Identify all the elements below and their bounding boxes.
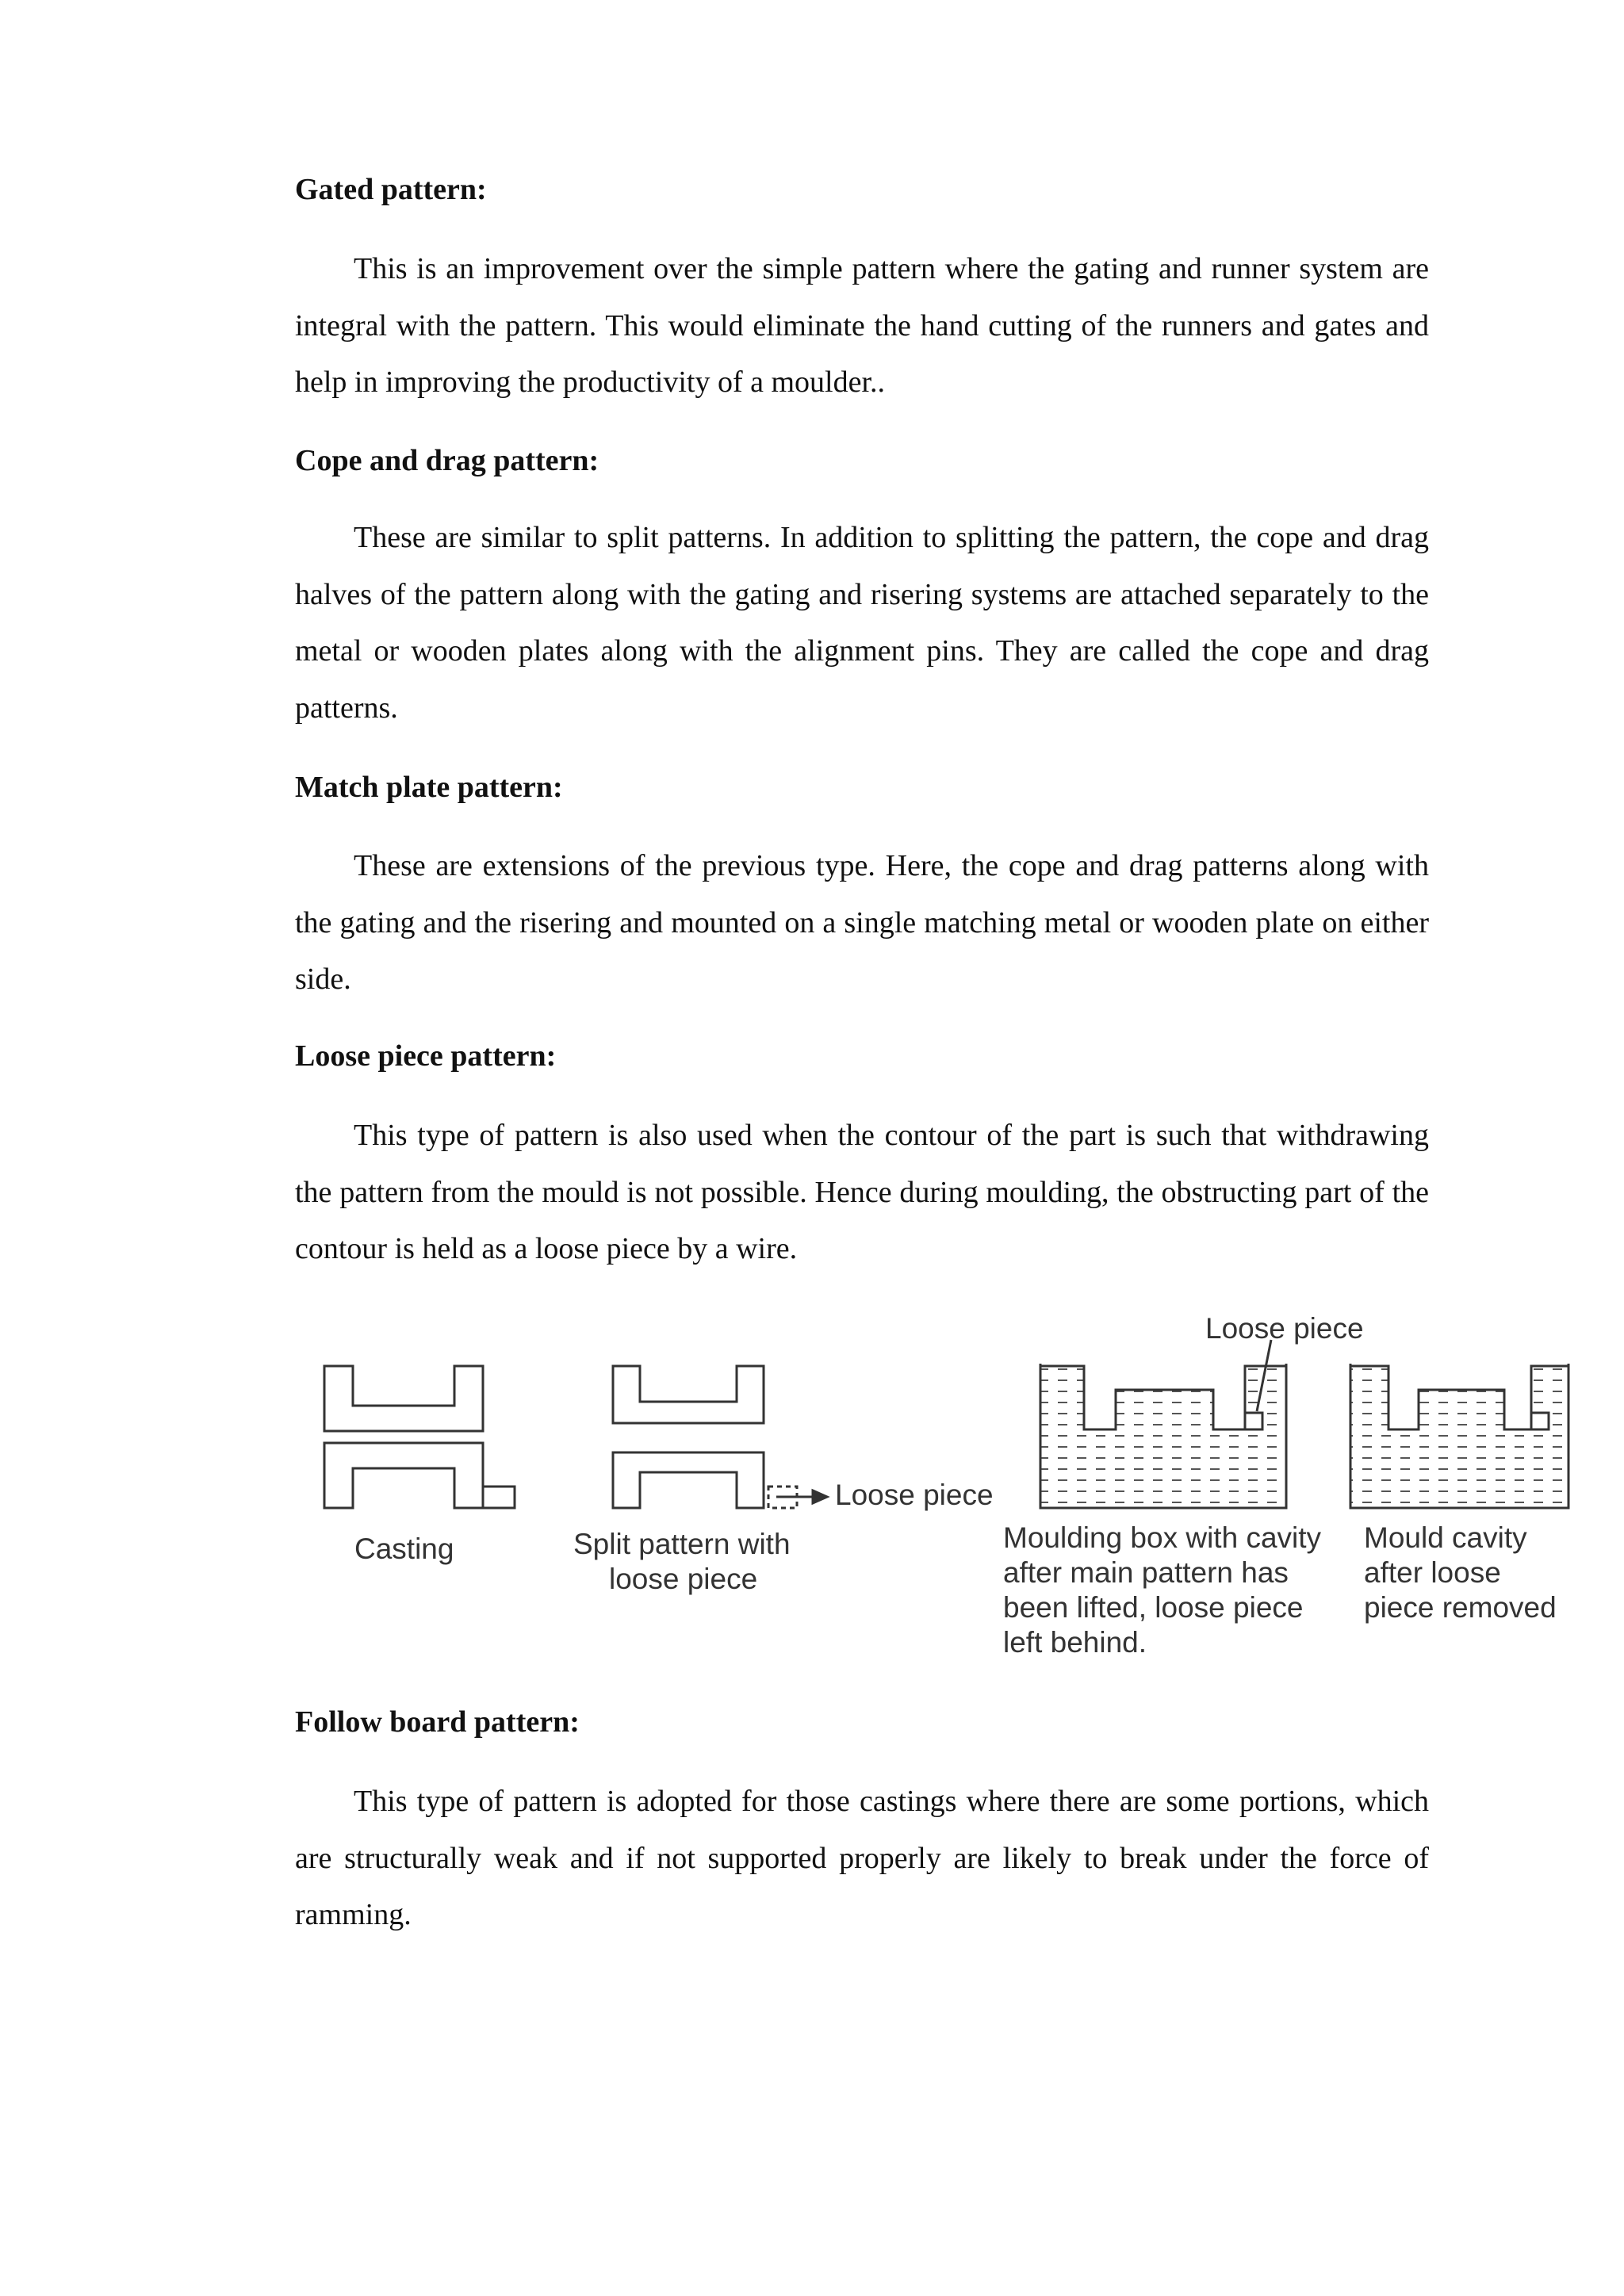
caption-moulding-line: Moulding box with cavity	[1003, 1521, 1322, 1554]
heading-match-plate-pattern: Match plate pattern:	[295, 771, 563, 804]
caption-cavity-line: piece removed	[1364, 1591, 1557, 1624]
caption-moulding-line: been lifted, loose piece	[1003, 1591, 1304, 1624]
casting-drawing	[324, 1366, 515, 1508]
caption-casting: Casting	[354, 1533, 454, 1565]
paragraph-match-plate-pattern: These are extensions of the previous type. Here, the cope and drag patterns along with the gating and the risering and mounted on a single matching metal or wooden plate on either side.	[295, 849, 1429, 996]
split-pattern-drawing	[613, 1366, 827, 1508]
caption-cavity-line: after loose	[1364, 1556, 1501, 1589]
caption-split-line: loose piece	[609, 1563, 758, 1595]
heading-loose-piece-pattern: Loose piece pattern:	[295, 1039, 557, 1073]
mould-cavity-drawing	[1350, 1364, 1568, 1508]
caption-moulding-line: after main pattern has	[1003, 1556, 1289, 1589]
paragraph-follow-board-pattern: This type of pattern is adopted for those castings where there are some portions, which are structurally weak and if not supported properly are likely to break under the force of ramming.	[295, 1785, 1429, 1931]
loose-piece-pattern-figure	[313, 1308, 1586, 1673]
heading-follow-board-pattern: Follow board pattern:	[295, 1705, 580, 1739]
caption-split-line: Split pattern with	[573, 1528, 791, 1560]
paragraph-cope-drag-pattern: These are similar to split patterns. In addition to splitting the pattern, the cope and drag halves of the pattern along with the gating and risering systems are attached separately to the metal or wooden plates along with the alignment pins. They are called the cope and drag patterns.	[295, 521, 1429, 725]
caption-mould-cavity	[1364, 1521, 1557, 1625]
heading-gated-pattern: Gated pattern:	[295, 173, 487, 206]
heading-cope-drag-pattern: Cope and drag pattern:	[295, 444, 599, 477]
paragraph-gated-pattern: This is an improvement over the simple pattern where the gating and runner system are integral with the pattern. This would eliminate the hand cutting of the runners and gates and help in improving the productivity of a moulder..	[295, 252, 1429, 399]
moulding-box-drawing	[1040, 1340, 1286, 1508]
caption-cavity-line: Mould cavity	[1364, 1521, 1527, 1554]
paragraph-loose-piece-pattern: This type of pattern is also used when the contour of the part is such that withdrawing the pattern from the mould is not possible. Hence during moulding, the obstructing part of the contour is held as a loose piece by a wire.	[295, 1119, 1429, 1265]
label-loose-piece-arrow: Loose piece	[835, 1479, 994, 1511]
label-loose-piece-top: Loose piece	[1205, 1312, 1364, 1345]
caption-split-pattern	[573, 1527, 791, 1597]
caption-moulding-line: left behind.	[1003, 1626, 1147, 1659]
caption-moulding-box	[1003, 1521, 1321, 1660]
